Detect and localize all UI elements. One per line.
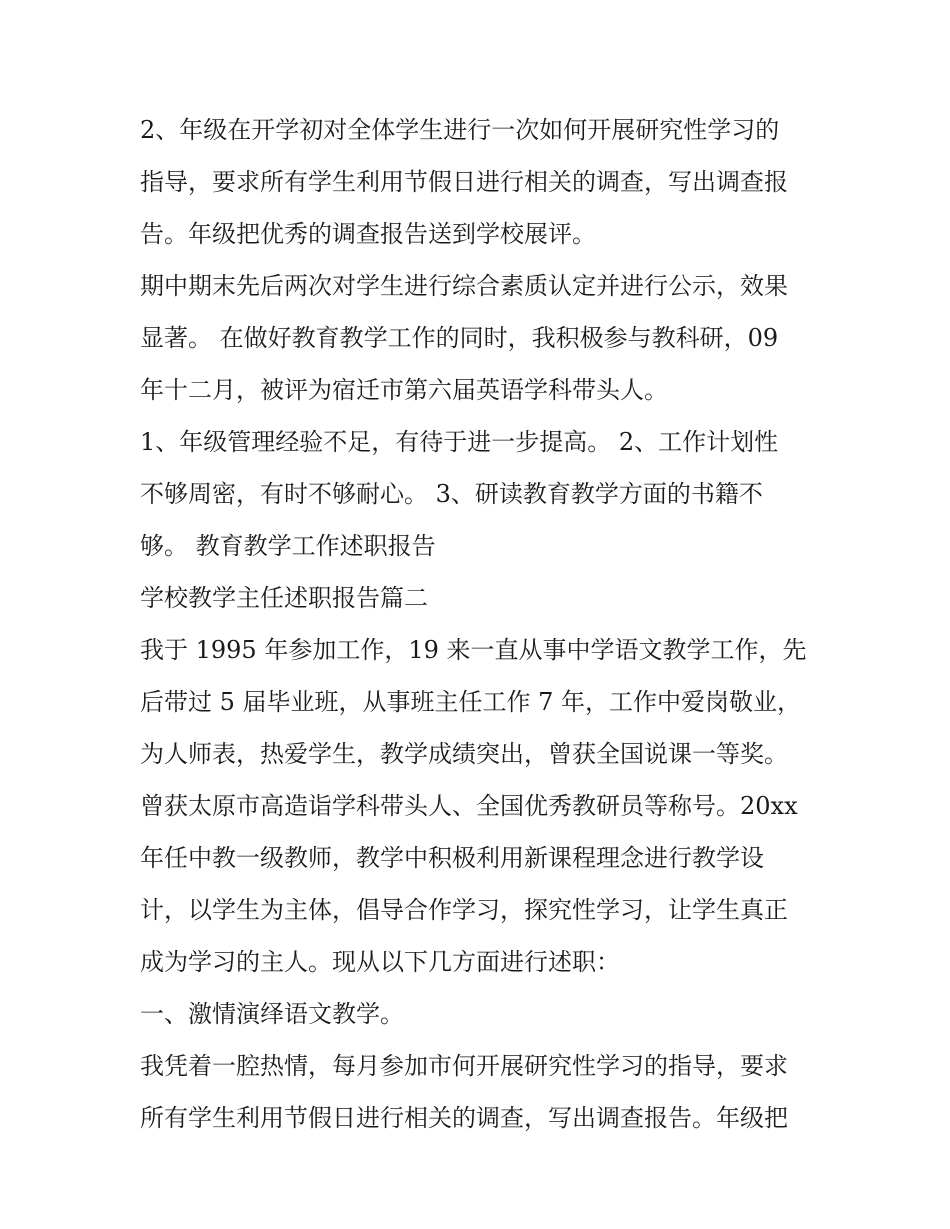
section-heading: 学校教学主任述职报告篇二 <box>140 584 428 612</box>
text-line-16: 计，以学生为主体，倡导合作学习，探究性学习，让学生真正 <box>140 896 788 924</box>
text-line-8: 不够周密，有时不够耐心。 3、研读教育教学方面的书籍不 <box>140 480 763 508</box>
text-line-3: 告。年级把优秀的调查报告送到学校展评。 <box>140 220 596 248</box>
text-line-20: 所有学生利用节假日进行相关的调查，写出调查报告。年级把 <box>140 1104 788 1132</box>
text-line-6: 年十二月，被评为宿迁市第六届英语学科带头人。 <box>140 376 668 404</box>
text-line-12: 后带过 5 届毕业班，从事班主任工作 7 年，工作中爱岗敬业， <box>140 688 802 716</box>
text-line-13: 为人师表，热爱学生，教学成绩突出，曾获全国说课一等奖。 <box>140 740 788 768</box>
text-line-17: 成为学习的主人。现从以下几方面进行述职： <box>140 948 620 976</box>
subsection-heading: 一、激情演绎语文教学。 <box>140 1000 404 1028</box>
text-line-15: 年任中教一级教师，教学中积极利用新课程理念进行教学设 <box>140 844 764 872</box>
document-body <box>140 107 830 1147</box>
text-line-5: 显著。 在做好教育教学工作的同时，我积极参与教科研，09 <box>140 324 779 352</box>
text-line-14: 曾获太原市高造诣学科带头人、全国优秀教研员等称号。20xx <box>140 792 798 820</box>
text-line-2: 指导，要求所有学生利用节假日进行相关的调查，写出调查报 <box>140 168 788 196</box>
text-line-4: 期中期末先后两次对学生进行综合素质认定并进行公示，效果 <box>140 272 788 300</box>
text-line-9: 够。 教育教学工作述职报告 <box>140 532 436 560</box>
text-line-19: 我凭着一腔热情，每月参加市何开展研究性学习的指导，要求 <box>140 1052 788 1080</box>
text-line-7: 1、年级管理经验不足，有待于进一步提高。 2、工作计划性 <box>140 428 779 456</box>
text-line-1: 2、年级在开学初对全体学生进行一次如何开展研究性学习的 <box>140 116 780 144</box>
text-line-11: 我于 1995 年参加工作，19 来一直从事中学语文教学工作，先 <box>140 636 807 664</box>
